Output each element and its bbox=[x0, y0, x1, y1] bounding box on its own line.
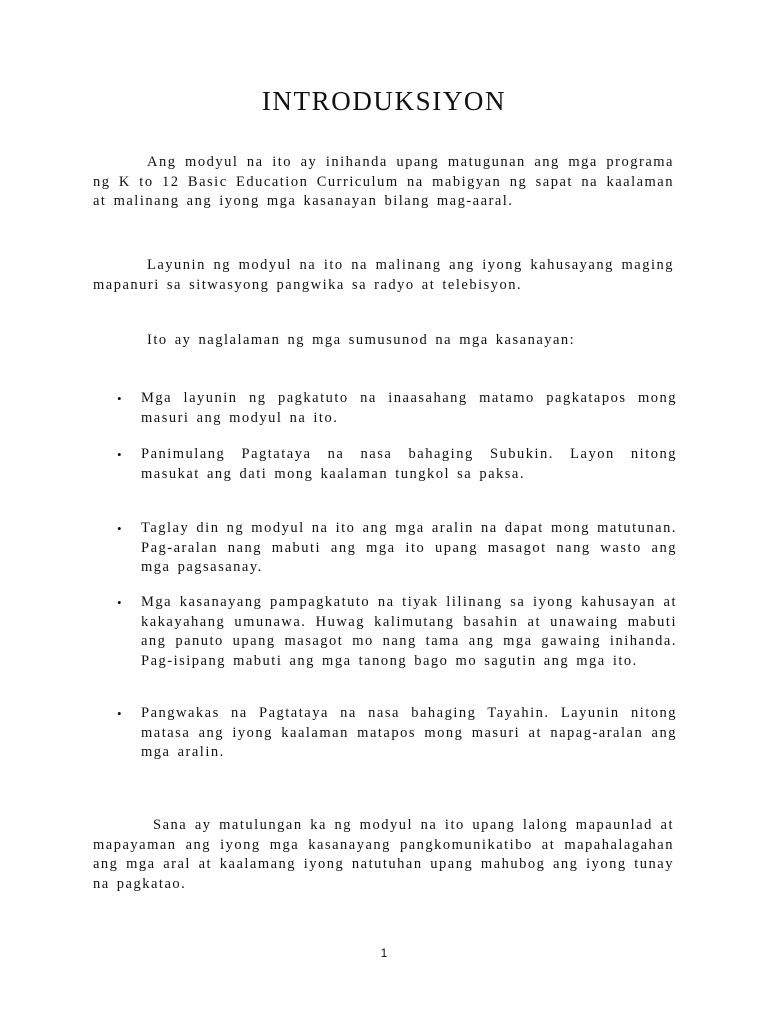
skills-lead-paragraph: Ito ay naglalaman ng mga sumusunod na mga kasanayan: bbox=[147, 332, 576, 348]
list-item bbox=[117, 389, 677, 428]
list-item-text: Panimulang Pagtataya na nasa bahaging Subukin. Layon nitong masukat ang dati mong kaalaman tungkol sa paksa. bbox=[141, 446, 677, 482]
list-item bbox=[117, 445, 677, 484]
bullet-icon: • bbox=[117, 706, 122, 721]
list-item bbox=[117, 519, 677, 578]
closing-paragraph: Sana ay matulungan ka ng modyul na ito upang lalong mapaunlad at mapayaman ang iyong mga kasanayang pangkomunikatibo at mapahalagahan ang mga aral at kaalamang iyong natutuhan upang mahubog ang iyong tunay na pagkatao. bbox=[93, 817, 674, 892]
list-item-text: Taglay din ng modyul na ito ang mga aralin na dapat mong matutunan. Pag-aralan nang mabuti ang mga ito upang masagot nang wasto ang mga pagsasanay. bbox=[141, 520, 677, 575]
bullet-icon: • bbox=[117, 391, 122, 406]
list-item-text: Mga kasanayang pampagkatuto na tiyak lilinang sa iyong kahusayan at kakayahang umunawa. Huwag kalimutang basahin at unawaing mabuti ang panuto upang masagot mo nang tama ang mga gawaing inihanda. Pag-isipang mabuti ang mga tanong bago mo sagutin ang mga ito. bbox=[141, 594, 677, 669]
list-item-text: Mga layunin ng pagkatuto na inaasahang matamo pagkatapos mong masuri ang modyul na ito. bbox=[141, 390, 677, 426]
intro-paragraph: Ang modyul na ito ay inihanda upang matugunan ang mga programa ng K to 12 Basic Education Curriculum na mabigyan ng sapat na kaalaman at malinang ang iyong mga kasanayan bilang mag-aaral. bbox=[93, 154, 674, 209]
page-title: INTRODUKSIYON bbox=[261, 86, 507, 116]
page-number: 1 bbox=[380, 946, 388, 960]
list-item bbox=[117, 593, 677, 671]
list-item bbox=[117, 704, 677, 763]
bullet-icon: • bbox=[117, 447, 122, 462]
list-item-text: Pangwakas na Pagtataya na nasa bahaging Tayahin. Layunin nitong matasa ang iyong kaalaman matapos mong masuri at napag-aralan ang mga aralin. bbox=[141, 705, 677, 760]
bullet-icon: • bbox=[117, 595, 122, 610]
objective-paragraph: Layunin ng modyul na ito na malinang ang iyong kahusayang maging mapanuri sa sitwasyong pangwika sa radyo at telebisyon. bbox=[93, 257, 674, 293]
bullet-icon: • bbox=[117, 521, 122, 536]
